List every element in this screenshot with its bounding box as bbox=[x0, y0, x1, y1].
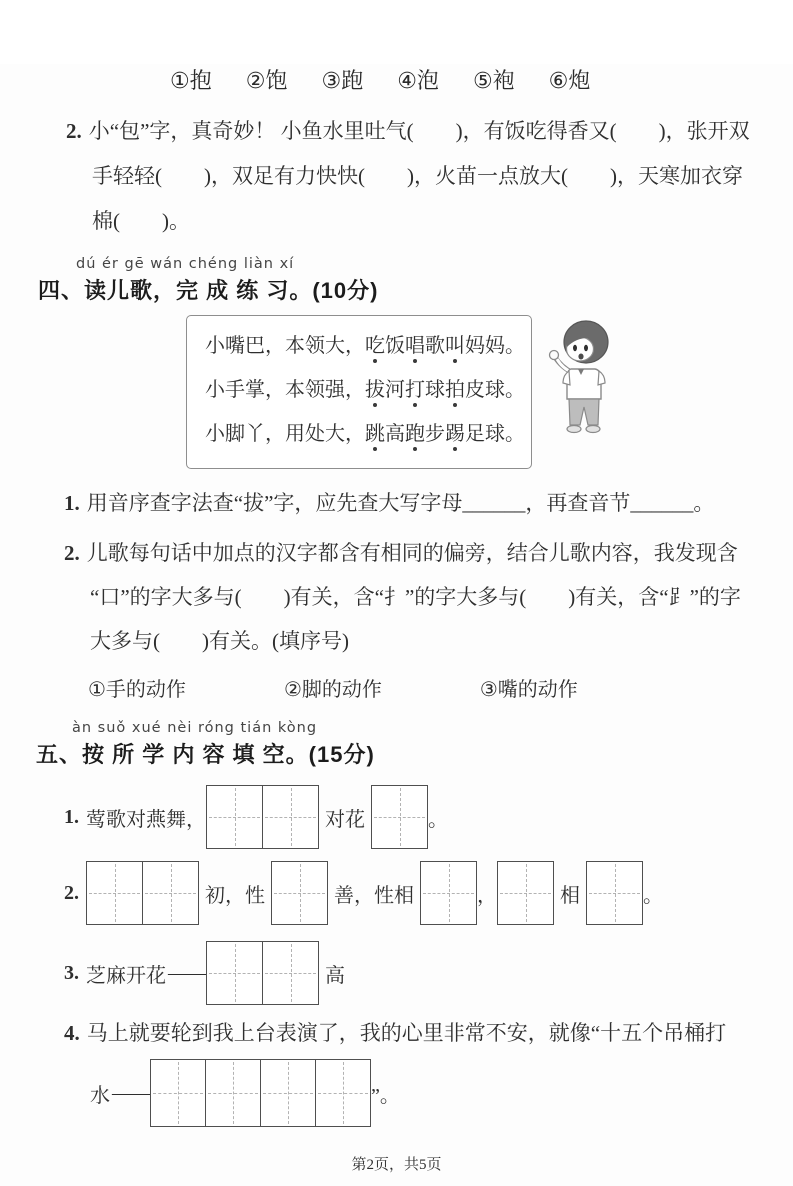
section4-q2-line1 bbox=[64, 531, 793, 575]
rhyme-line bbox=[205, 324, 525, 368]
grid-cell bbox=[207, 786, 262, 848]
rhyme-text: 饭 bbox=[385, 335, 405, 357]
question-bao-line1 bbox=[66, 109, 793, 154]
writing-grid bbox=[206, 941, 319, 1005]
grid-cell bbox=[207, 942, 262, 1004]
question-number: 1. bbox=[64, 805, 79, 828]
word-bank-item: ①抱 bbox=[170, 69, 212, 94]
word-bank bbox=[170, 64, 793, 95]
fill-text: 相 bbox=[560, 884, 580, 907]
rhyme-box bbox=[186, 315, 532, 469]
emphasized-char: 踢 bbox=[445, 423, 465, 445]
emphasized-char: 叫 bbox=[445, 335, 465, 357]
section4-q2 bbox=[64, 531, 793, 663]
section4-q2-options bbox=[88, 673, 793, 702]
option-hand-actions: ①手的动作 bbox=[88, 677, 186, 701]
emphasized-char: 跑 bbox=[405, 423, 425, 445]
question-bao bbox=[66, 109, 793, 244]
writing-grid bbox=[271, 861, 328, 925]
option-mouth-actions: ③嘴的动作 bbox=[479, 677, 578, 701]
fill-text: 。 bbox=[643, 884, 663, 907]
rhyme-text: 小嘴巴，本领大， bbox=[205, 335, 365, 357]
word-bank-item: ⑥炮 bbox=[548, 69, 591, 94]
dash: —— bbox=[168, 961, 204, 984]
question-number: 1. bbox=[64, 491, 80, 515]
grid-cell bbox=[587, 862, 642, 924]
section4-q1 bbox=[64, 487, 793, 517]
word-bank-item: ②饱 bbox=[245, 69, 288, 94]
girl-illustration bbox=[543, 317, 623, 446]
grid-cell bbox=[142, 862, 198, 924]
section5-item3 bbox=[64, 941, 793, 1005]
question-text: 马上就要轮到我上台表演了，我的心里非常不安，就像“十五个吊桶打 bbox=[86, 1021, 727, 1045]
fill-text: 。 bbox=[428, 808, 448, 831]
grid-cell bbox=[262, 942, 318, 1004]
rhyme-text: 皮球。 bbox=[465, 379, 525, 401]
emphasized-char: 拔 bbox=[365, 379, 385, 401]
writing-grid bbox=[86, 861, 199, 925]
emphasized-char: 拍 bbox=[445, 379, 465, 401]
emphasized-char: 吃 bbox=[365, 335, 385, 357]
section5-pinyin: àn suǒ xué nèi róng tián kòng bbox=[72, 720, 318, 736]
question-text: 用音序查字法查“拔”字，应先查大写字母______，再查音节______。 bbox=[86, 491, 715, 515]
section4-title: 四、读儿歌，完 成 练 习。(10分) bbox=[38, 278, 379, 303]
question-number: 3. bbox=[64, 961, 79, 984]
rhyme-line bbox=[205, 412, 525, 456]
writing-grid bbox=[420, 861, 477, 925]
grid-cell bbox=[262, 786, 318, 848]
section5-item2 bbox=[64, 861, 793, 925]
question-text: 儿歌每句话中加点的汉字都含有相同的偏旁，结合儿歌内容，我发现含 bbox=[86, 541, 738, 565]
question-bao-line3: 棉( )。 bbox=[92, 209, 190, 233]
writing-grid bbox=[371, 785, 428, 849]
question-text: 小“包”字，真奇妙！ 小鱼水里吐气( )，有饭吃得香又( )，张开双 bbox=[88, 119, 750, 143]
rhyme-text: 球 bbox=[425, 379, 445, 401]
rhyme-text: 妈妈。 bbox=[465, 335, 525, 357]
question-number: 4. bbox=[64, 1021, 80, 1045]
fill-text: 莺歌对燕舞， bbox=[86, 808, 206, 831]
emphasized-char: 打 bbox=[405, 379, 425, 401]
emphasized-char: 唱 bbox=[405, 335, 425, 357]
fill-text: 芝麻开花 bbox=[86, 964, 166, 987]
word-bank-item: ⑤袍 bbox=[472, 69, 515, 94]
fill-text: 初，性 bbox=[205, 884, 265, 907]
grid-cell bbox=[498, 862, 553, 924]
writing-grid bbox=[206, 785, 319, 849]
rhyme-line bbox=[205, 368, 525, 412]
section5-item1 bbox=[64, 785, 793, 849]
grid-cell bbox=[272, 862, 327, 924]
girl-illustration-svg bbox=[543, 317, 623, 441]
rhyme-text: 小手掌，本领强， bbox=[205, 379, 365, 401]
fill-text: ”。 bbox=[371, 1084, 400, 1107]
section4-q2-line2: “口”的字大多与( )有关，含“扌”的字大多与( )有关，含“⻊”的字 bbox=[90, 585, 741, 609]
section5-title: 五、按 所 学 内 容 填 空。(15分) bbox=[36, 742, 375, 767]
rhyme-text: 小脚丫，用处大， bbox=[205, 423, 365, 445]
writing-grid bbox=[150, 1059, 371, 1127]
rhyme-area bbox=[0, 313, 793, 461]
question-bao-line2: 手轻轻( )，双足有力快快( )，火苗一点放大( )，天寒加衣穿 bbox=[92, 164, 743, 188]
rhyme-text: 河 bbox=[385, 379, 405, 401]
rhyme-text: 高 bbox=[385, 423, 405, 445]
word-bank-item: ④泡 bbox=[397, 69, 439, 94]
emphasized-char: 跳 bbox=[365, 423, 385, 445]
grid-cell bbox=[151, 1060, 205, 1126]
fill-text: 高 bbox=[325, 964, 345, 987]
grid-cell bbox=[315, 1060, 370, 1126]
writing-grid bbox=[586, 861, 643, 925]
section5-item4-line1 bbox=[64, 1017, 793, 1047]
fill-text: 善，性相 bbox=[334, 884, 414, 907]
dash: —— bbox=[112, 1081, 148, 1104]
writing-grid bbox=[497, 861, 554, 925]
section5-item4-line2 bbox=[90, 1059, 793, 1127]
question-number: 2. bbox=[66, 119, 82, 143]
grid-cell bbox=[372, 786, 427, 848]
option-foot-actions: ②脚的动作 bbox=[283, 677, 382, 701]
grid-cell bbox=[87, 862, 142, 924]
rhyme-text: 歌 bbox=[425, 335, 445, 357]
rhyme-text: 步 bbox=[425, 423, 445, 445]
question-number: 2. bbox=[64, 881, 79, 904]
fill-text: 水 bbox=[90, 1084, 110, 1107]
word-bank-item: ③跑 bbox=[321, 69, 364, 94]
section4-pinyin: dú ér gē wán chéng liàn xí bbox=[76, 256, 295, 272]
grid-cell bbox=[421, 862, 476, 924]
fill-text: 对花 bbox=[325, 808, 365, 831]
rhyme-text: 足球。 bbox=[465, 423, 525, 445]
page-footer: 第2页，共5页 bbox=[351, 1157, 442, 1173]
section4-q2-line3: 大多与( )有关。(填序号) bbox=[90, 629, 349, 653]
fill-text: ， bbox=[477, 884, 497, 907]
question-number: 2. bbox=[64, 541, 80, 565]
grid-cell bbox=[260, 1060, 315, 1126]
grid-cell bbox=[205, 1060, 260, 1126]
exam-page bbox=[0, 64, 793, 1186]
